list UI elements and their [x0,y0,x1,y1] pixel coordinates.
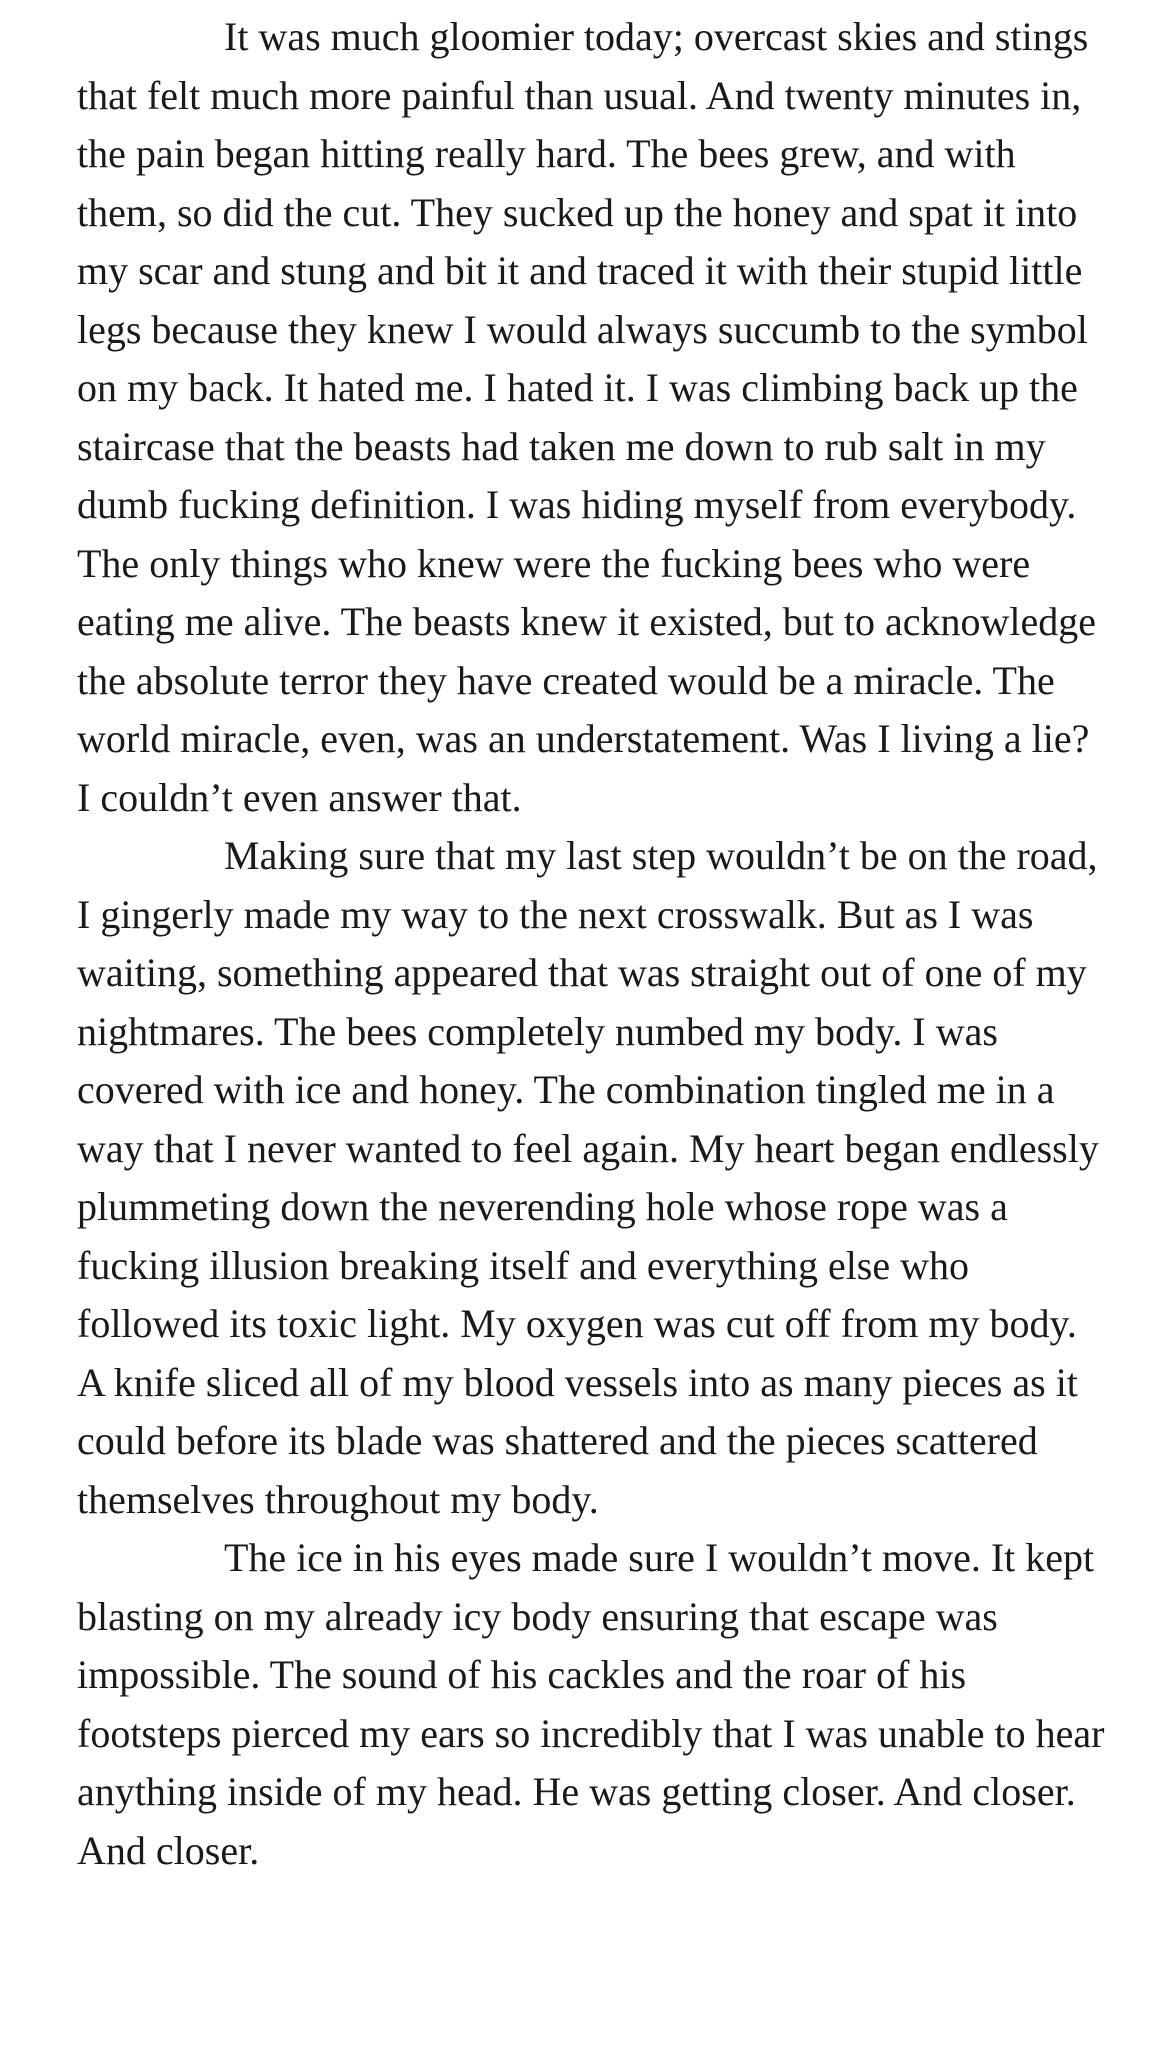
paragraph-3: The ice in his eyes made sure I wouldn’t move. It kept blasting on my already icy body ensuring that escape was impossible. The sound of his cackles and the roar of his footsteps pierced my ears so incredibly that I was unable to hear anything inside of my head. He was getting closer. And closer. And closer. [77,1535,1105,1873]
paragraph-1: It was much gloomier today; overcast skies and stings that felt much more painful than usual. And twenty minutes in, the pain began hitting really hard. The bees grew, and with them, so did the cut. They sucked up the honey and spat it into my scar and stung and bit it and traced it with their stupid little legs because they knew I would always succumb to the symbol on my back. It hated me. I hated it. I was climbing back up the staircase that the beasts had taken me down to rub salt in my dumb fucking definition. I was hiding myself from everybody. The only things who knew were the fucking bees who were eating me alive. The beasts knew it existed, but to acknowledge the absolute terror they have created would be a miracle. The world miracle, even, was an understatement. Was I living a lie? I couldn’t even answer that. [77,14,1096,820]
paragraph-2: Making sure that my last step wouldn’t be on the road, I gingerly made my way to the next crosswalk. But as I was waiting, something appeared that was straight out of one of my nightmares. The bees completely numbed my body. I was covered with ice and honey. The combination tingled me in a way that I never wanted to feel again. My heart began endlessly plummeting down the neverending hole whose rope was a fucking illusion breaking itself and everything else who followed its toxic light. My oxygen was cut off from my body. A knife sliced all of my blood vessels into as many pieces as it could before its blade was shattered and the pieces scattered themselves throughout my body. [77,833,1099,1522]
story-text [77,8,1107,1880]
